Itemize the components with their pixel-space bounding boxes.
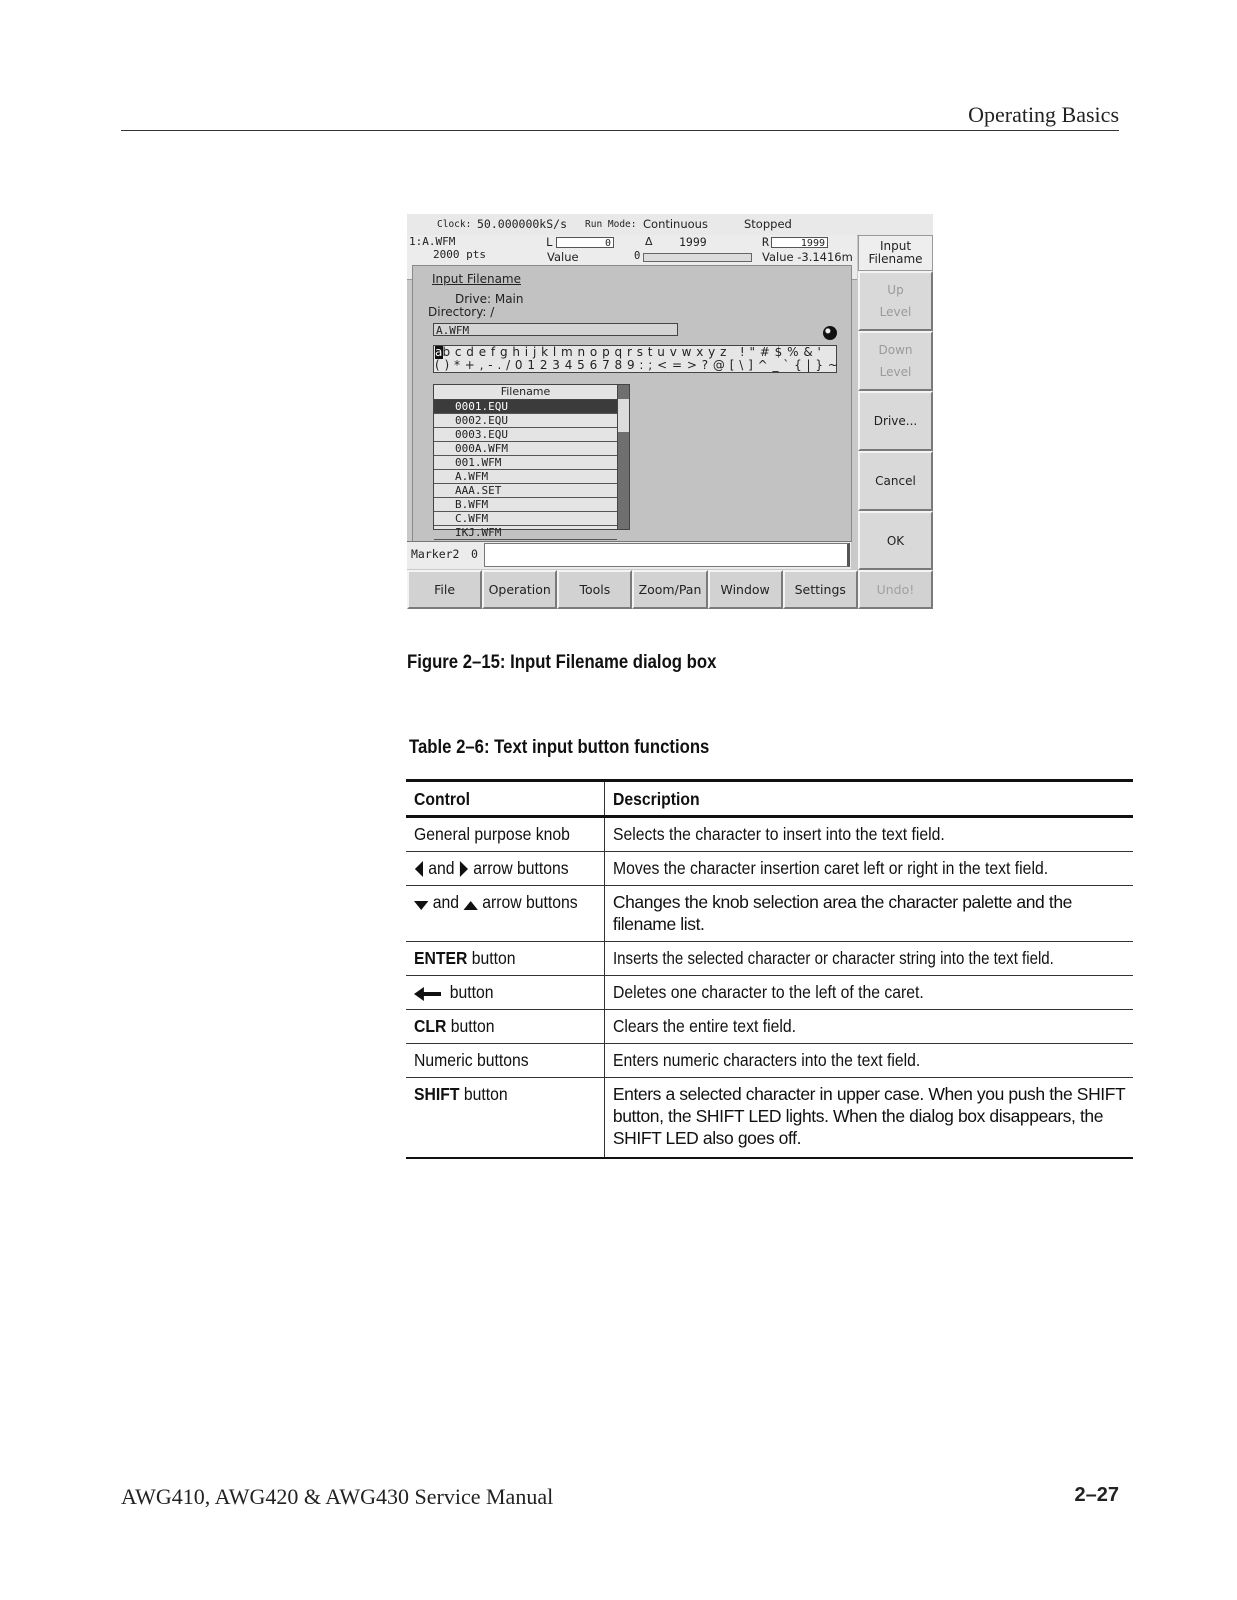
up-level-label-2: Level [879, 305, 912, 319]
description-cell: Inserts the selected character or character string into the text field. [604, 942, 1133, 976]
table-row [406, 817, 1133, 852]
down-arrow-button-icon [414, 900, 428, 911]
figure-caption: Figure 2–15: Input Filename dialog box [407, 652, 717, 673]
description-cell: Clears the entire text field. [604, 1010, 1133, 1044]
ok-button[interactable]: OK [858, 511, 933, 570]
marker-value-field[interactable] [484, 543, 850, 567]
control-cell: ENTER button [406, 942, 604, 976]
menu-zoom-pan-button[interactable]: Zoom/Pan [632, 570, 707, 609]
directory-label: Directory: / [428, 305, 495, 319]
list-item[interactable]: B.WFM [434, 498, 617, 512]
r-value-field[interactable]: 1999 [771, 237, 828, 248]
l-label: L [546, 235, 553, 249]
control-cell: Numeric buttons [406, 1044, 604, 1078]
list-item[interactable]: 000A.WFM [434, 442, 617, 456]
status-bar [407, 214, 933, 236]
clock-label: Clock: [437, 219, 472, 230]
cancel-button[interactable]: Cancel [858, 451, 933, 511]
down-level-button[interactable] [858, 331, 933, 391]
manual-title: AWG410, AWG420 & AWG430 Service Manual [121, 1484, 554, 1509]
backspace-arrow-icon [414, 987, 441, 1001]
scrollbar-thumb[interactable] [618, 399, 629, 432]
description-cell: Deletes one character to the left of the caret. [604, 976, 1133, 1010]
description-cell: Enters a selected character in upper case. When you push the SHIFT button, the SHIFT LED lights. When the dialog box disappears, the SHIFT LED also goes off. [604, 1078, 1133, 1159]
text-input-functions-table [406, 779, 1133, 1159]
input-filename-dialog [412, 265, 852, 542]
up-level-button[interactable] [858, 271, 933, 331]
delta-symbol: Δ [645, 235, 653, 248]
instrument-screenshot [407, 214, 933, 609]
control-cell: button [406, 976, 604, 1010]
control-cell: CLR button [406, 1010, 604, 1044]
table-row [406, 1010, 1133, 1044]
menu-settings-button[interactable]: Settings [783, 570, 858, 609]
control-cell: and arrow buttons [406, 886, 604, 942]
menu-window-button[interactable]: Window [708, 570, 783, 609]
bottom-menu-bar [407, 570, 933, 609]
menu-undo-button[interactable]: Undo! [858, 570, 933, 609]
control-cell: General purpose knob [406, 817, 604, 852]
menu-operation-button[interactable]: Operation [482, 570, 557, 609]
palette-row-2[interactable]: ( ) * + , - . / 0 1 2 3 4 5 6 7 8 9 : ; < = > ? @ [ \ ] ^ _ ` { | } ~ [435, 357, 839, 372]
page-number: 2–27 [1074, 1484, 1119, 1506]
list-item[interactable]: AAA.SET [434, 484, 617, 498]
side-title-line2: Filename [868, 252, 923, 266]
col-description-header: Description [604, 781, 1133, 817]
filename-list[interactable] [433, 384, 630, 539]
filename-list-scrollbar[interactable] [617, 385, 629, 529]
list-item[interactable]: IKJ.WFM [434, 526, 617, 540]
palette-selected-char[interactable]: a [435, 345, 443, 359]
filename-text-field[interactable]: A.WFM [433, 323, 678, 336]
up-arrow-button-icon [463, 900, 477, 911]
table-row [406, 1044, 1133, 1078]
header-rule [121, 130, 1119, 131]
waveform-name: 1:A.WFM [409, 235, 456, 248]
control-cell: SHIFT button [406, 1078, 604, 1159]
marker-row [407, 541, 851, 569]
drive-button[interactable]: Drive... [858, 391, 933, 451]
menu-tools-button[interactable]: Tools [557, 570, 632, 609]
table-row [406, 942, 1133, 976]
description-cell: Selects the character to insert into the text field. [604, 817, 1133, 852]
table-header-row [406, 781, 1133, 817]
list-item[interactable]: 0002.EQU [434, 414, 617, 428]
table-row [406, 1078, 1133, 1159]
value-left: 0 [634, 250, 641, 262]
list-item[interactable]: C.WFM [434, 512, 617, 526]
table-caption: Table 2–6: Text input button functions [409, 737, 710, 758]
list-item[interactable]: A.WFM [434, 470, 617, 484]
filename-list-header: Filename [434, 385, 617, 400]
table-row [406, 852, 1133, 886]
description-cell: Moves the character insertion caret left or right in the text field. [604, 852, 1133, 886]
description-cell: Changes the knob selection area the character palette and the filename list. [604, 886, 1133, 942]
character-palette[interactable] [433, 345, 837, 373]
down-level-label-1: Down [878, 343, 913, 357]
side-menu-title [858, 235, 933, 271]
list-item[interactable]: 0001.EQU [434, 400, 617, 414]
description-cell: Enters numeric characters into the text field. [604, 1044, 1133, 1078]
menu-file-button[interactable]: File [407, 570, 482, 609]
down-level-label-2: Level [879, 365, 912, 379]
list-item[interactable]: 001.WFM [434, 456, 617, 470]
table-row [406, 976, 1133, 1010]
right-arrow-button-icon [459, 861, 469, 877]
value-label-left: Value [547, 250, 579, 264]
side-title-line1: Input [879, 239, 912, 253]
dialog-title: Input Filename [432, 272, 521, 286]
control-cell: and arrow buttons [406, 852, 604, 886]
delta-value: 1999 [679, 235, 707, 249]
marker-value: 0 [471, 547, 478, 561]
clock-value: 50.000000kS/s [477, 217, 568, 231]
section-title: Operating Basics [968, 102, 1119, 127]
palette-row-1[interactable]: b c d e f g h i j k l m n o p q r s t u v w x y z ! " # $ % & ' [442, 345, 822, 359]
run-state: Stopped [744, 217, 792, 231]
marker-label: Marker2 [411, 547, 460, 561]
general-purpose-knob-icon [823, 326, 837, 340]
left-arrow-button-icon [414, 861, 424, 877]
drive-label: Drive: Main [455, 292, 524, 306]
table-row [406, 886, 1133, 942]
value-right: Value -3.1416m [762, 250, 853, 264]
list-item[interactable]: 0003.EQU [434, 428, 617, 442]
run-mode-value: Continuous [643, 217, 708, 231]
run-mode-label: Run Mode: [585, 219, 637, 230]
up-level-label-1: Up [887, 283, 904, 297]
value-bar [643, 253, 752, 262]
waveform-points: 2000 pts [433, 248, 486, 261]
col-control-header: Control [406, 781, 604, 817]
l-value-field[interactable]: 0 [556, 237, 614, 248]
r-label: R [762, 235, 769, 249]
